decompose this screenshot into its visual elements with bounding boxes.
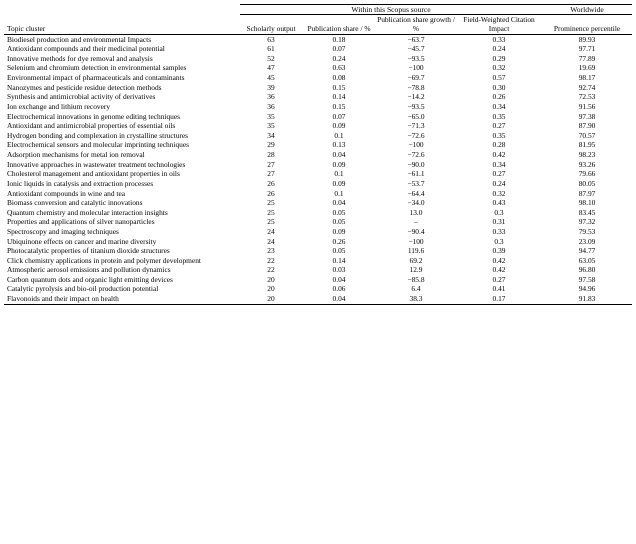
cell-value: −72.6 <box>407 150 425 159</box>
cell-value: −69.7 <box>407 73 425 82</box>
cell-value: 0.41 <box>492 284 506 294</box>
cell-value: 26 <box>267 188 275 198</box>
table-row <box>4 294 632 304</box>
cell-value: −71.3 <box>407 121 425 131</box>
cell-value: 0.03 <box>332 265 346 275</box>
cell-value: 13.0 <box>409 207 423 217</box>
cell-value: 93.26 <box>578 159 596 169</box>
table-row <box>4 198 632 208</box>
cell-value: 6.4 <box>411 284 421 294</box>
cell-value: 0.09 <box>332 178 346 188</box>
cell-topic-cluster: Cholesterol management and antioxidant properties in oils <box>7 169 180 179</box>
table-body <box>4 34 632 304</box>
cell-value: 0.30 <box>492 82 506 92</box>
cell-value: 0.27 <box>492 121 506 131</box>
cell-value: 0.42 <box>492 265 506 275</box>
cell-value: 0.32 <box>492 188 506 198</box>
table-row <box>4 102 632 112</box>
cell-value: 35 <box>267 111 275 121</box>
cell-value: 63.05 <box>578 255 596 265</box>
cell-value: 27 <box>267 169 275 179</box>
cell-value: – <box>414 217 418 227</box>
table-row <box>4 73 632 83</box>
cell-value: 96.80 <box>578 265 596 275</box>
table-row <box>4 256 632 265</box>
cell-value: 25 <box>267 207 275 217</box>
cell-value: 0.39 <box>492 246 506 256</box>
group-header-empty <box>4 5 240 15</box>
cell-value: 27 <box>267 159 275 169</box>
cell-topic-cluster: Flavonoids and their impact on health <box>4 294 240 304</box>
cell-value: −90.0 <box>407 159 425 169</box>
cell-value: 94.96 <box>578 284 596 294</box>
cell-value: 87.97 <box>578 188 596 198</box>
cell-value: 19.69 <box>578 63 596 73</box>
cell-value: 35 <box>267 121 275 131</box>
table-row <box>4 63 632 73</box>
table-header <box>4 5 632 35</box>
cell-value: 98.17 <box>578 73 596 82</box>
cell-topic-cluster: Antioxidant compounds and their medicinal potential <box>7 44 165 54</box>
table-row <box>4 189 632 199</box>
cell-value: 79.66 <box>578 169 596 179</box>
table-row <box>4 44 632 54</box>
cell-value: 97.32 <box>578 217 596 227</box>
cell-topic-cluster: Spectroscopy and imaging techniques <box>7 227 119 236</box>
cell-value: 92.74 <box>578 82 596 92</box>
table-row <box>4 34 632 44</box>
cell-value: 0.24 <box>492 44 506 54</box>
cell-value: 52 <box>267 53 275 63</box>
cell-value: 0.07 <box>332 111 346 121</box>
column-header-scholarly-output: Scholarly output <box>246 24 296 34</box>
cell-value: 0.35 <box>492 130 506 140</box>
table-row <box>4 140 632 150</box>
cell-value: 0.29 <box>492 53 506 63</box>
table-row <box>4 83 632 93</box>
cell-value: 0.07 <box>332 44 346 54</box>
cell-value: 24 <box>267 227 275 236</box>
table-row <box>4 169 632 179</box>
cell-topic-cluster: Innovative approaches in wastewater treatment technologies <box>7 159 186 169</box>
cell-value: 0.05 <box>332 246 346 256</box>
cell-value: 0.09 <box>332 121 346 131</box>
cell-topic-cluster: Electrochemical sensors and molecular imprinting techniques <box>7 140 190 150</box>
cell-value: 0.43 <box>492 198 506 208</box>
cell-value: 98.10 <box>578 198 596 208</box>
cell-value: 25 <box>267 217 275 227</box>
cell-value: −72.6 <box>407 130 425 140</box>
table-row <box>4 131 632 141</box>
cell-value: 26 <box>267 178 275 188</box>
cell-value: 0.09 <box>332 159 346 169</box>
table-row <box>4 54 632 64</box>
cell-value: −61.1 <box>407 169 425 179</box>
cell-value: 0.1 <box>334 130 344 140</box>
cell-topic-cluster: Antioxidant and antimicrobial properties of essential oils <box>7 121 176 131</box>
cell-value: −100 <box>408 140 424 150</box>
table-row <box>4 150 632 160</box>
table-row <box>4 227 632 237</box>
cell-value: 61 <box>267 44 275 54</box>
column-header-fwci: Field-Weighted Citation Impact <box>463 15 535 34</box>
cell-topic-cluster: Ubiquinone effects on cancer and marine diversity <box>7 236 157 246</box>
cell-value: 22 <box>267 255 275 265</box>
cell-value: 47 <box>267 63 275 73</box>
cell-value: 98.23 <box>578 150 596 159</box>
cell-value: 97.71 <box>578 44 596 54</box>
cell-value: −78.8 <box>407 82 425 92</box>
cell-value: 97.38 <box>578 111 596 121</box>
cell-value: 12.9 <box>409 265 423 275</box>
cell-value: 63 <box>267 34 275 44</box>
cell-value: 45 <box>267 73 275 82</box>
cell-value: 0.13 <box>332 140 346 150</box>
cell-value: 0.04 <box>332 274 346 284</box>
cell-value: 87.90 <box>578 121 596 131</box>
cell-value: 0.34 <box>492 159 506 169</box>
cell-value: 29 <box>267 140 275 150</box>
cell-value: 0.04 <box>332 150 346 159</box>
cell-value: 80.05 <box>578 178 596 188</box>
cell-topic-cluster: Electrochemical innovations in genome editing techniques <box>7 111 181 121</box>
cell-value: 119.6 <box>407 246 425 256</box>
cell-value: 0.33 <box>492 227 506 236</box>
cell-value: 0.09 <box>332 227 346 236</box>
cell-value: 0.24 <box>492 178 506 188</box>
cell-value: 72.53 <box>578 92 596 102</box>
cell-value: 0.17 <box>456 294 542 304</box>
cell-value: 0.33 <box>492 34 506 44</box>
cell-value: 91.83 <box>542 294 632 304</box>
table-row <box>4 265 632 275</box>
cell-value: −53.7 <box>407 178 425 188</box>
cell-value: 23.09 <box>578 236 596 246</box>
column-header-publication-share: Publication share / % <box>307 24 371 34</box>
cell-value: 0.05 <box>332 207 346 217</box>
cell-value: 0.05 <box>332 217 346 227</box>
cell-topic-cluster: Synthesis and antimicrobial activity of derivatives <box>7 92 156 102</box>
cell-value: 91.56 <box>578 101 596 111</box>
cell-value: −63.7 <box>407 34 425 44</box>
cell-topic-cluster: Atmospheric aerosol emissions and pollution dynamics <box>7 265 171 275</box>
cell-value: 39 <box>267 82 275 92</box>
cell-topic-cluster: Properties and applications of silver nanoparticles <box>7 217 155 227</box>
cell-topic-cluster: Biomass conversion and catalytic innovations <box>7 198 143 208</box>
group-header-worldwide: Worldwide <box>542 5 632 15</box>
cell-value: 38.3 <box>376 294 456 304</box>
cell-topic-cluster: Ion exchange and lithium recovery <box>7 101 111 111</box>
table-row <box>4 179 632 189</box>
cell-value: 0.3 <box>494 236 504 246</box>
cell-value: 94.77 <box>578 246 596 256</box>
table-row <box>4 112 632 122</box>
cell-value: 0.28 <box>492 140 506 150</box>
cell-topic-cluster: Photocatalytic properties of titanium dioxide structures <box>7 246 170 256</box>
cell-value: −34.0 <box>407 198 425 208</box>
table-row <box>4 275 632 285</box>
cell-value: 23 <box>267 246 275 256</box>
column-header-publication-share-growth: Publication share growth / % <box>377 15 455 34</box>
cell-value: 69.2 <box>409 255 423 265</box>
cell-value: −100 <box>408 63 424 73</box>
column-header-topic-cluster: Topic cluster <box>7 24 46 34</box>
cell-value: 0.1 <box>334 188 344 198</box>
cell-topic-cluster: Click chemistry applications in protein and polymer development <box>7 255 201 265</box>
cell-value: 81.95 <box>578 140 596 150</box>
cell-value: 0.42 <box>492 150 506 159</box>
cell-value: 89.93 <box>578 34 596 44</box>
cell-value: 0.04 <box>302 294 376 304</box>
cell-topic-cluster: Innovative methods for dye removal and analysis <box>7 53 153 63</box>
cell-value: 36 <box>267 92 275 102</box>
cell-topic-cluster: Ionic liquids in catalysis and extraction processes <box>7 178 154 188</box>
cell-value: −64.4 <box>407 188 425 198</box>
cell-value: 70.57 <box>578 130 596 140</box>
cell-value: −45.7 <box>407 44 425 54</box>
column-header-prominence-percentile: Prominence percentile <box>553 24 621 34</box>
cell-value: 0.14 <box>332 92 346 102</box>
table-row <box>4 237 632 247</box>
cell-value: 0.35 <box>492 111 506 121</box>
cell-value: 34 <box>267 130 275 140</box>
cell-value: 0.27 <box>492 274 506 284</box>
cell-topic-cluster: Selenium and chromium detection in environmental samples <box>7 63 187 73</box>
cell-value: 0.31 <box>492 217 506 227</box>
cell-value: 0.26 <box>332 236 346 246</box>
cell-value: 25 <box>267 198 275 208</box>
cell-value: 0.63 <box>332 63 346 73</box>
table-row <box>4 284 632 294</box>
cell-value: 0.3 <box>494 207 504 217</box>
cell-value: 22 <box>267 265 275 275</box>
cell-value: 20 <box>240 294 302 304</box>
cell-value: 20 <box>267 284 275 294</box>
cell-value: 0.04 <box>332 198 346 208</box>
cell-value: 0.27 <box>492 169 506 179</box>
cell-topic-cluster: Catalytic pyrolysis and bio-oil production potential <box>7 284 159 294</box>
topic-cluster-table <box>4 4 632 305</box>
cell-value: 24 <box>267 236 275 246</box>
cell-value: 0.18 <box>332 34 346 44</box>
cell-topic-cluster: Environmental impact of pharmaceuticals and contaminants <box>7 73 185 82</box>
group-header-within-source: Within this Scopus source <box>240 5 542 15</box>
cell-value: −85.8 <box>407 274 425 284</box>
cell-value: 0.34 <box>492 101 506 111</box>
cell-topic-cluster: Nanozymes and pesticide residue detection methods <box>7 82 162 92</box>
cell-topic-cluster: Hydrogen bonding and complexation in crystalline structures <box>7 130 189 140</box>
cell-value: −65.0 <box>407 111 425 121</box>
cell-value: 36 <box>267 101 275 111</box>
cell-value: 0.14 <box>332 255 346 265</box>
cell-topic-cluster: Biodiesel production and environmental Impacts <box>7 34 152 44</box>
table-column-header-row <box>4 15 632 35</box>
cell-value: 0.15 <box>332 82 346 92</box>
cell-value: −93.5 <box>407 53 425 63</box>
cell-value: −90.4 <box>407 227 425 236</box>
cell-value: 83.45 <box>578 207 596 217</box>
table-row <box>4 208 632 218</box>
cell-value: 0.15 <box>332 101 346 111</box>
table-row <box>4 92 632 102</box>
cell-value: 0.26 <box>492 92 506 102</box>
cell-topic-cluster: Antioxidant compounds in wine and tea <box>7 188 126 198</box>
table-row <box>4 217 632 227</box>
table-group-header-row <box>4 5 632 15</box>
cell-topic-cluster: Carbon quantum dots and organic light emitting devices <box>7 274 173 284</box>
cell-value: 0.06 <box>332 284 346 294</box>
cell-value: 20 <box>267 274 275 284</box>
cell-value: 0.24 <box>332 53 346 63</box>
table-row <box>4 160 632 170</box>
cell-value: −93.5 <box>407 101 425 111</box>
cell-value: 0.32 <box>492 63 506 73</box>
cell-topic-cluster: Quantum chemistry and molecular interaction insights <box>7 207 168 217</box>
table-row <box>4 121 632 131</box>
cell-value: 0.42 <box>492 255 506 265</box>
cell-value: 97.58 <box>578 274 596 284</box>
cell-value: 77.89 <box>578 53 596 63</box>
cell-value: 0.1 <box>334 169 344 179</box>
cell-value: −14.2 <box>407 92 425 102</box>
cell-value: 0.57 <box>492 73 506 82</box>
cell-topic-cluster: Adsorption mechanisms for metal ion removal <box>7 150 145 159</box>
table-row <box>4 246 632 256</box>
cell-value: 28 <box>267 150 275 159</box>
cell-value: −100 <box>408 236 424 246</box>
cell-value: 0.08 <box>332 73 346 82</box>
cell-value: 79.53 <box>578 227 596 236</box>
